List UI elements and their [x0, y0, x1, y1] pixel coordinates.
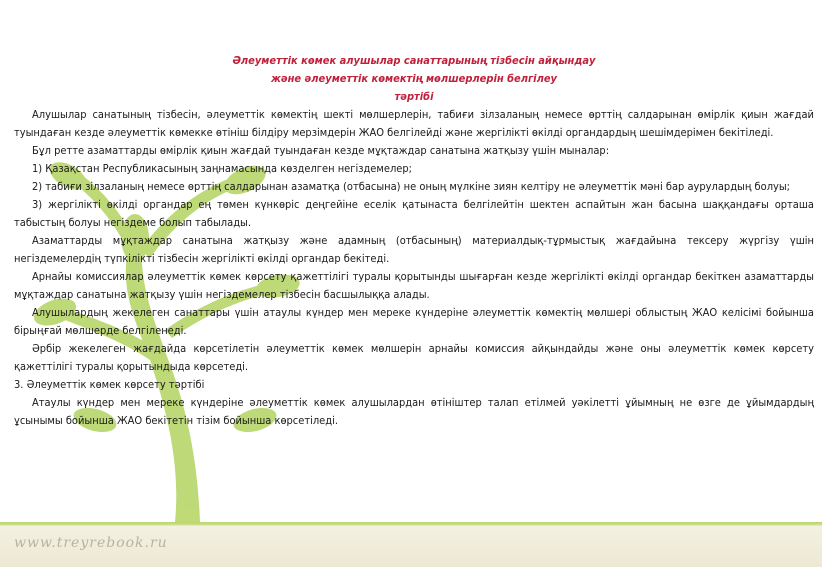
list-item-3: 3) жергілікті өкілді органдар ең төмен күнкөріс деңгейіне еселік қатынаста белгілейтін шектен аспайтын жан басына шаққандағы орташа табыстың болуы негіздеме болып табылады. [14, 198, 814, 229]
list-item-1: 1) Қазақстан Республикасының заңнамасында көзделген негіздемелер; [32, 162, 412, 175]
document-body [14, 52, 814, 430]
paragraph-2: Бұл ретте азаматтарды өмірлік қиын жағдай туындаған кезде мұқтаждар санатына жатқызу үшін мыналар: [32, 144, 610, 157]
title-line-3: тәртібі [394, 90, 434, 103]
paragraph-4: Арнайы комиссиялар әлеуметтік көмек көрсету қажеттілігі туралы қорытынды шығарған кезде жергілікті өкілді органдар бекіткен азаматтарды мұқтаждар санатына жатқызу үшін негіздемелер тізбесін басшылыққа алады. [14, 270, 814, 301]
paragraph-5: Алушылардың жекелеген санаттары үшін атаулы күндер мен мереке күндеріне әлеуметтік көмектің мөлшері облыстың ЖАО келісімі бойынша бірыңғай мөлшерде белгіленеді. [14, 306, 814, 337]
title-line-2: және әлеуметтік көмектің мөлшерлерін белгілеу [271, 72, 557, 85]
list-item-2: 2) табиғи зілзаланың немесе өрттің салдарынан азаматқа (отбасына) не оның мүлкіне зиян келтіру не әлеуметтік мәні бар аурулардың болуы; [32, 180, 791, 193]
paragraph-1: Алушылар санатының тізбесін, әлеуметтік көмектің шекті мөлшерлерін, табиғи зілзаланың немесе өрттің салдарынан өмірлік қиын жағдай туындаған кезде әлеуметтік көмекке өтініш білдіру мерзімдерін ЖАО белгілейді және жергілікті өкілді органдардың шешімдерімен бекітіледі. [14, 108, 814, 139]
paragraph-3: Азаматтарды мұқтаждар санатына жатқызу және адамның (отбасының) материалдық-тұрмыстық жағдайына тексеру жүргізу үшін негіздемелердің түпкілікті тізбесін жергілікті өкілді органдар бекітеді. [14, 234, 814, 265]
paragraph-6: Әрбір жекелеген жағдайда көрсетілетін әлеуметтік көмек мөлшерін арнайы комиссия айқындайды және оны әлеуметтік көмек көрсету қажеттілігі туралы қорытындыда көрсетеді. [14, 342, 814, 373]
paragraph-7: Атаулы күндер мен мереке күндеріне әлеуметтік көмек алушылардан өтініштер талап етілмей уәкілетті ұйымның не өзге де ұйымдардың ұсынымы бойынша ЖАО бекітетін тізім бойынша көрсетіледі. [14, 396, 814, 427]
site-watermark: www.treyrebook.ru [14, 535, 168, 551]
document-title [14, 52, 814, 106]
title-line-1: Әлеуметтік көмек алушылар санаттарының тізбесін айқындау [232, 54, 596, 67]
section-heading: 3. Әлеуметтік көмек көрсету тәртібі [14, 378, 205, 391]
